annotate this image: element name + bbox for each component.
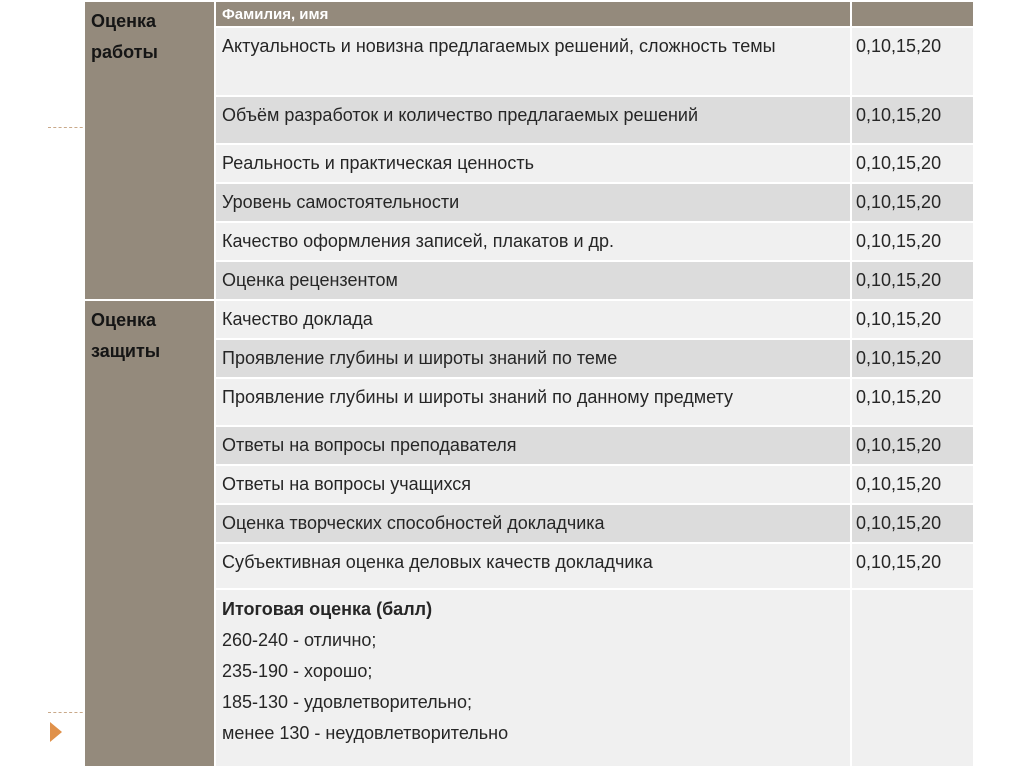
table-row xyxy=(84,96,974,144)
table-row xyxy=(84,1,974,27)
score-cell: 0,10,15,20 xyxy=(851,222,974,261)
criterion-cell: Уровень самостоятельности xyxy=(215,183,851,222)
score-cell: 0,10,15,20 xyxy=(851,27,974,96)
criterion-cell: Субъективная оценка деловых качеств докладчика xyxy=(215,543,851,589)
table-row xyxy=(84,261,974,300)
table-row xyxy=(84,378,974,426)
score-cell: 0,10,15,20 xyxy=(851,261,974,300)
table-row xyxy=(84,222,974,261)
criterion-cell: Проявление глубины и широты знаний по теме xyxy=(215,339,851,378)
criterion-cell: Качество доклада xyxy=(215,300,851,339)
table-row xyxy=(84,144,974,183)
score-cell: 0,10,15,20 xyxy=(851,300,974,339)
header-score-column xyxy=(851,1,974,27)
table-row xyxy=(84,426,974,465)
next-arrow-icon xyxy=(50,722,62,742)
grade-scale-line: 260-240 - отлично; xyxy=(222,630,377,650)
decorative-dashed-line-bottom xyxy=(48,712,88,713)
criterion-cell: Оценка творческих способностей докладчика xyxy=(215,504,851,543)
decorative-dashed-line-top xyxy=(48,127,88,128)
score-cell: 0,10,15,20 xyxy=(851,339,974,378)
table-row xyxy=(84,465,974,504)
criterion-cell: Объём разработок и количество предлагаемых решений xyxy=(215,96,851,144)
criterion-cell: Ответы на вопросы учащихся xyxy=(215,465,851,504)
score-cell: 0,10,15,20 xyxy=(851,426,974,465)
score-cell: 0,10,15,20 xyxy=(851,183,974,222)
final-grade-title: Итоговая оценка (балл) xyxy=(222,599,433,619)
criterion-cell: Реальность и практическая ценность xyxy=(215,144,851,183)
criterion-cell: Проявление глубины и широты знаний по данному предмету xyxy=(215,378,851,426)
criterion-cell: Качество оформления записей, плакатов и др. xyxy=(215,222,851,261)
grade-scale-line: менее 130 - неудовлетворительно xyxy=(222,723,509,743)
grade-scale-line: 185-130 - удовлетворительно; xyxy=(222,692,473,712)
table-row xyxy=(84,589,974,767)
score-cell: 0,10,15,20 xyxy=(851,144,974,183)
criterion-cell: Оценка рецензентом xyxy=(215,261,851,300)
score-cell: 0,10,15,20 xyxy=(851,378,974,426)
score-cell: 0,10,15,20 xyxy=(851,543,974,589)
table-row xyxy=(84,27,974,96)
score-cell: 0,10,15,20 xyxy=(851,96,974,144)
table-row xyxy=(84,300,974,339)
final-score-cell xyxy=(851,589,974,767)
grading-table xyxy=(83,0,975,768)
table-row xyxy=(84,504,974,543)
category-cell: Оценка защиты xyxy=(84,300,215,767)
header-name-column: Фамилия, имя xyxy=(215,1,851,27)
criterion-cell: Ответы на вопросы преподавателя xyxy=(215,426,851,465)
table-row xyxy=(84,183,974,222)
final-grade-cell xyxy=(215,589,851,767)
table-row xyxy=(84,543,974,589)
score-cell: 0,10,15,20 xyxy=(851,465,974,504)
criterion-cell: Актуальность и новизна предлагаемых решений, сложность темы xyxy=(215,27,851,96)
category-cell: Оценка работы xyxy=(84,1,215,300)
grade-scale-line: 235-190 - хорошо; xyxy=(222,661,373,681)
table-row xyxy=(84,339,974,378)
score-cell: 0,10,15,20 xyxy=(851,504,974,543)
